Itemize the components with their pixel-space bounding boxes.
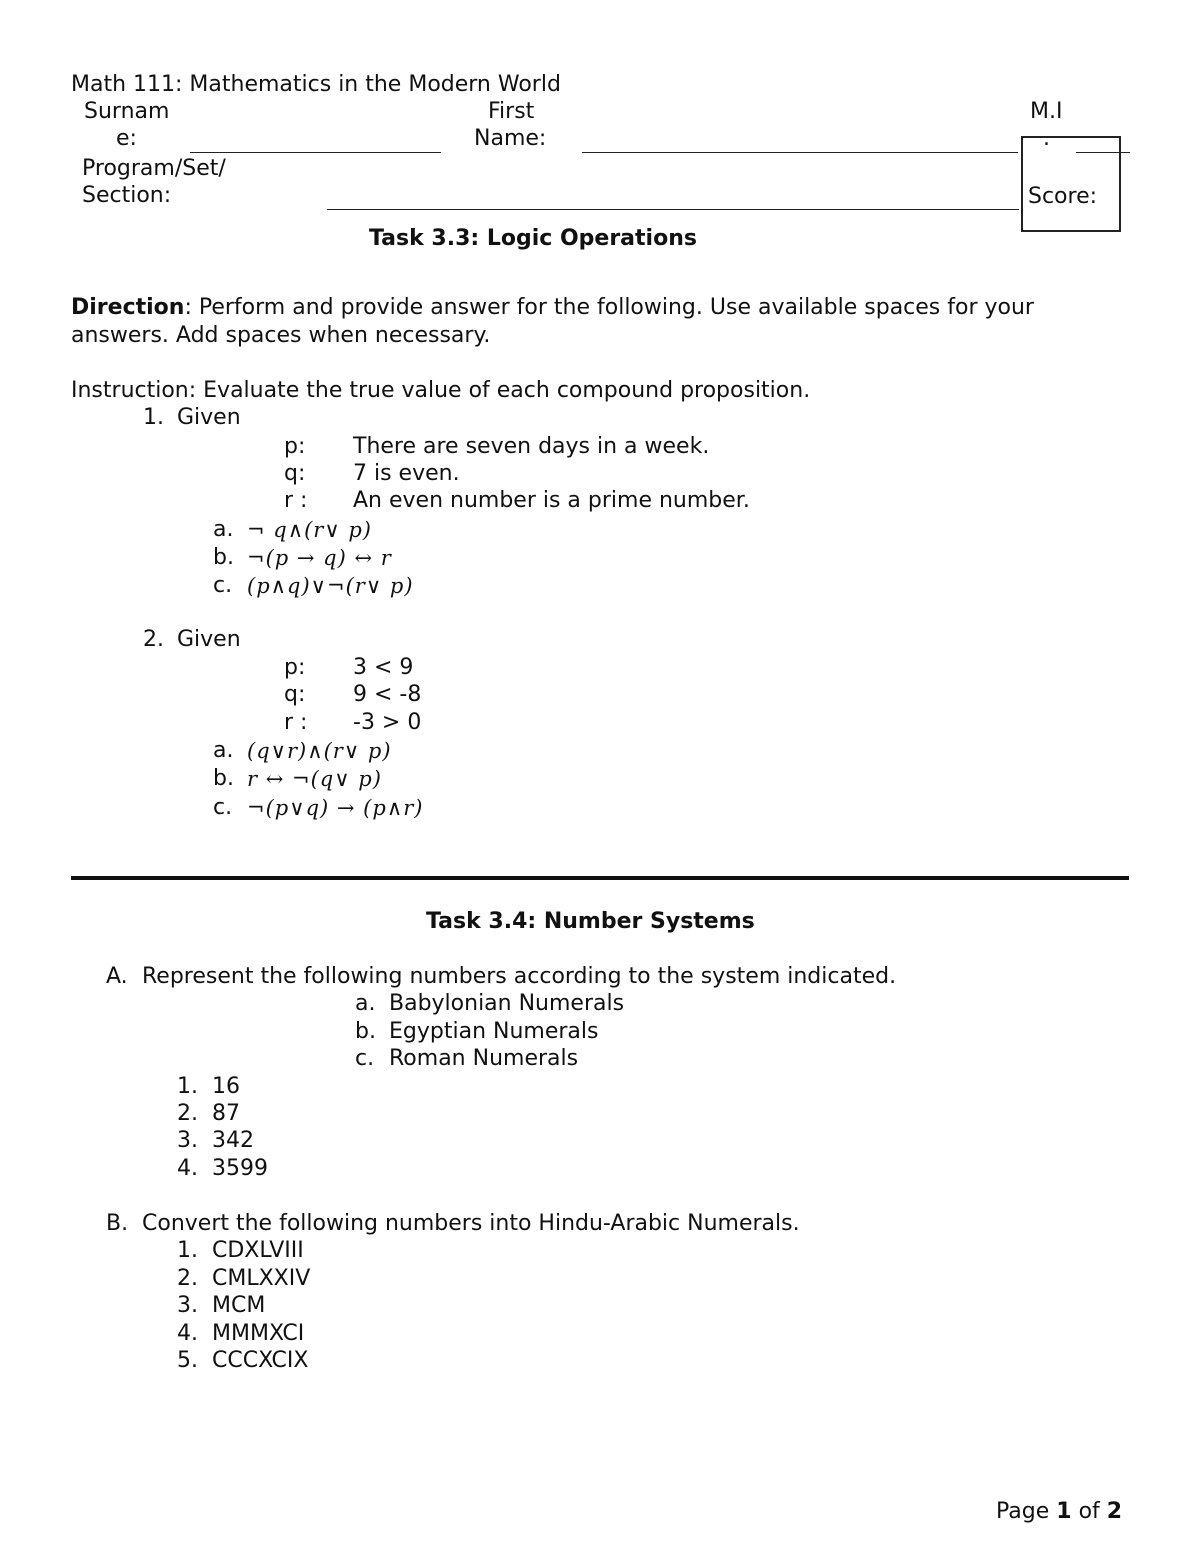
item-letter: b. [213,545,234,570]
list-number: 3. [177,1293,198,1318]
logic-expression: ¬(p → q) ↔ r [247,546,392,570]
list-number: 1. [177,1238,198,1263]
prop-var: p: [284,434,306,459]
direction-text-cont: answers. Add spaces when necessary. [71,323,491,348]
problem-1-label: Given [177,405,241,430]
item-letter: b. [213,766,234,791]
direction-line [71,294,1034,322]
list-number: 1. [177,1074,198,1099]
prop-text: 7 is even. [353,461,460,486]
task33-title: Task 3.3: Logic Operations [369,226,697,251]
system-name: Roman Numerals [389,1046,579,1071]
prop-var: r : [284,710,308,735]
part-b-letter: B. [106,1211,129,1236]
page-mid: of [1071,1499,1107,1524]
part-a-letter: A. [106,964,128,989]
list-value: 16 [212,1074,240,1099]
problem-1-number: 1. [143,405,164,430]
section-divider [71,876,1129,880]
list-number: 3. [177,1128,198,1153]
surname-field[interactable] [190,152,441,153]
problem-2-label: Given [177,627,241,652]
logic-expression: (p∧q)∨¬(r∨ p) [247,574,414,598]
list-value: CCCXCIX [212,1348,309,1373]
system-letter: a. [355,991,376,1016]
program-label: Program/Set/ [82,156,226,181]
prop-var: r : [284,488,308,513]
list-number: 5. [177,1348,198,1373]
list-number: 2. [177,1101,198,1126]
mi-label-cont: . [1043,126,1050,151]
prop-text: 3 < 9 [353,655,414,680]
prop-text: There are seven days in a week. [353,434,710,459]
system-letter: c. [355,1046,375,1071]
direction-label: Direction [71,295,185,320]
list-value: CMLXXIV [212,1266,311,1291]
surname-label-cont: e: [116,126,137,151]
item-letter: c. [213,795,233,820]
list-value: CDXLVIII [212,1238,304,1263]
direction-text: : Perform and provide answer for the following. Use available spaces for your [184,295,1034,320]
prop-text: An even number is a prime number. [353,488,750,513]
prop-var: q: [284,461,306,486]
score-label: Score: [1028,184,1098,209]
list-number: 4. [177,1156,198,1181]
prop-var: q: [284,682,306,707]
prop-var: p: [284,655,306,680]
list-number: 4. [177,1321,198,1346]
list-number: 2. [177,1266,198,1291]
task34-title: Task 3.4: Number Systems [426,909,755,934]
list-value: MMMXCI [212,1321,305,1346]
prop-text: -3 > 0 [353,710,422,735]
logic-expression: (q∨r)∧(r∨ p) [247,739,392,763]
list-value: 87 [212,1101,240,1126]
problem-2-number: 2. [143,627,164,652]
first-name-label-cont: Name: [474,126,547,151]
part-b-text: Convert the following numbers into Hindu-Arabic Numerals. [142,1211,800,1236]
first-name-label: First [488,99,535,124]
item-letter: a. [213,738,234,763]
program-section-field[interactable] [327,209,1019,210]
page-number: 1 [1056,1499,1072,1524]
list-value: 342 [212,1128,254,1153]
mi-label: M.I [1030,99,1063,124]
item-letter: c. [213,573,233,598]
surname-label: Surnam [84,99,170,124]
section-label: Section: [82,183,172,208]
list-value: MCM [212,1293,266,1318]
first-name-field[interactable] [582,152,1018,153]
item-letter: a. [213,517,234,542]
page-total: 2 [1106,1499,1123,1524]
logic-expression: r ↔ ¬(q∨ p) [247,767,382,791]
logic-expression: ¬(p∨q) → (p∧r) [247,796,424,820]
prop-text: 9 < -8 [353,682,422,707]
page-indicator [996,1498,1122,1526]
page-prefix: Page [996,1499,1057,1524]
system-name: Babylonian Numerals [389,991,625,1016]
system-name: Egyptian Numerals [389,1019,599,1044]
instruction: Instruction: Evaluate the true value of each compound proposition. [71,378,811,403]
list-value: 3599 [212,1156,268,1181]
course-title: Math 111: Mathematics in the Modern World [71,72,561,97]
logic-expression: ¬ q∧(r∨ p) [247,518,372,542]
system-letter: b. [355,1019,376,1044]
part-a-text: Represent the following numbers according to the system indicated. [142,964,897,989]
